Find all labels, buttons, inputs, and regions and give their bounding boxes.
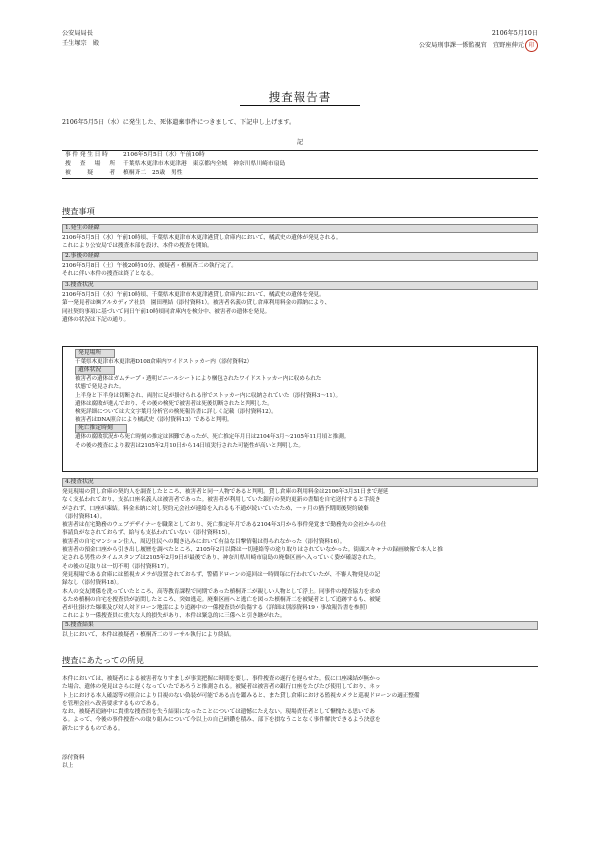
report-title: 捜査報告書 [268, 90, 332, 104]
section-aftermath [62, 252, 538, 279]
text-line: 被害者の自宅マンション住人、周辺住民への聞き込みにおいて有益な目撃情報は得られなかった（添付資料16）。 [62, 538, 346, 545]
text-line: 状態で発見された。 [75, 384, 125, 391]
title-underline [240, 105, 360, 106]
text-line: 2106年5月5日（水）午前10時頃、千葉県木更津市木更津港貸し倉庫内において、橘武史の遺体を発見。 [62, 292, 325, 298]
text-line: これにより公安局では捜査本部を設け、本件の捜査を開始。 [62, 243, 213, 250]
section-heading-findings: 捜査にあたっての所見 [62, 655, 144, 665]
subsection-label: 2.事後の経緯 [62, 252, 538, 261]
attachments-label: 添付資料 [62, 755, 85, 761]
text-line: ト上における本人確認等の照合により目視のない偽装が可能である点を鑑みると、また貸し倉庫における監視カメラと巡視ドローンの適正整備 [62, 692, 420, 699]
text-line: なく支払われており、支払口座名義人は被害者であった。被害者が利用していた銀行の契約更新の書類を自宅送付すると手続き [62, 497, 381, 504]
facts-row-location [62, 160, 538, 169]
sender-name: 公安局刑事課一係監視官 宜野座伸元 [418, 42, 524, 49]
addressee-title: 公安局局長 [62, 30, 93, 37]
addressee [62, 29, 99, 49]
text-line: 遺体の腐敗状況から死亡時刻の推定は困難であったが、死亡推定年月日は2104年3月～2105年11月頃と推測。 [75, 434, 350, 441]
findings-text [62, 675, 538, 733]
text-line: 本人の交友関係を洗っていたところ、高等教育課程で同期であった槙桐斉二が親しい人物として浮上。同事件の捜査協力を求め [62, 588, 381, 595]
text-line: 者が仕掛けた爆薬及び対人対ドローン地雷により追跡中の一係捜査員が負傷する（詳細は別添資料19・事故報告書を参照） [62, 605, 371, 612]
text-line: 定される男性のタイムスタンプは2105年2月9日が最後であり、神奈川県川崎市扇島の廃棄区画へ入っていく姿が確認された。 [62, 555, 380, 562]
text-line: その後の捜査により殺害は2105年2月10日から14日頃実行された可能性が高いと判明した。 [75, 442, 304, 449]
text-line: これにより一係捜査員に重大な人的損失があり、本件は緊急的に三係へと引き継がれた。 [62, 613, 286, 620]
text-line: 2106年5月8日（土）午後20時10分、被疑者・槙桐斉二の執行完了。 [62, 263, 237, 269]
facts-label: 事件発生日時 [65, 152, 110, 158]
footer [62, 754, 538, 771]
facts-table [62, 150, 538, 179]
facts-value: 槙桐斉二 25歳 男性 [123, 170, 183, 176]
facts-row-suspect [62, 169, 538, 178]
text-line: 以上において、本件は被疑者・槙桐斉二のリーサル執行により終結。 [62, 632, 235, 638]
discovery-label: 発見場所 [75, 349, 115, 358]
text-line: 被害者は在宅勤務のウェブデザイナーを職業としており、死亡推定年月である2104年3月から事件発覚まで勤務先の会社からの仕 [62, 522, 387, 529]
discovery-text: 千葉県木更津市木更津港D108倉庫内ワイドストッカー内（添付資料2） [75, 359, 253, 365]
text-line: 発見現場の貸し倉庫の契約人を調査したところ、被害者と同一人物であると判明。貸し倉庫の利用料金は2106年3月31日まで遅延 [62, 489, 389, 495]
section-occurrence [62, 224, 538, 251]
end-mark: 以上 [62, 763, 74, 770]
text-line: 新たにするものである。 [62, 725, 124, 732]
text-line: 本件においては、被疑者による被害者なりすましが事実把握に時間を要し、事件捜査の遂行を遅らせた。仮に口座凍結が無かっ [62, 676, 381, 682]
text-line: （添付資料14）。 [62, 513, 106, 520]
section-heading-investigation: 捜査事項 [62, 206, 95, 216]
text-line: なお、被疑者追跡中に貴重な捜査員を失う結果になったことについては遺憾にたえない。現場責任者として慚愧たる思いであ [62, 709, 375, 716]
text-line: 第一発見者は㈱アルカディア社員 園田理結（添付資料1）。被害者名義の貸し倉庫利用料金の滞納により、 [62, 300, 331, 307]
text-line: 検死詳細については大文字葉月分析官の検死報告書に詳しく記載（添付資料12）。 [75, 409, 277, 416]
facts-label: 捜 査 場 所 [65, 161, 117, 167]
subsection-label: 4.捜査状況 [62, 478, 538, 487]
text-line: るため槙桐の自宅を捜査員が訪問したところ、突如逃走。廃棄区画へと逃亡を図った槙桐斉二を被疑者として追跡するも、被疑 [62, 596, 381, 603]
text-line: がされず、口座が凍結。料金未納に対し契約元会社が連絡を入れるも不通が続いていたため、一ヶ月の猶予期間後契約破棄 [62, 505, 369, 512]
section-divider [62, 666, 538, 667]
addressee-name: 壬生塚宗 殿 [62, 40, 100, 47]
facts-value: 千葉県木更津市木更津港 東京都内全域 神奈川県川崎市扇島 [123, 161, 286, 167]
text-line: その後の足取りは一切不明（添付資料17）。 [62, 563, 173, 570]
facts-label: 被 疑 者 [65, 170, 117, 176]
text-line: 遺体の状況は下記の通り。 [62, 316, 130, 323]
subsection-label: 1.発生の経緯 [62, 224, 538, 233]
seal-stamp-icon: 印 [525, 39, 538, 52]
text-line: 被害者はDNA照合により橘武史（添付資料13）であると判明。 [75, 417, 233, 424]
facts-row-datetime [62, 151, 538, 160]
subsection-label: 3.捜査状況 [62, 281, 538, 290]
time-of-death-label: 死亡推定時刻 [75, 424, 127, 433]
text-line: 被害者の遺体はガムテープ・透明ビニールシートにより梱包されたワイドストッカー内に収められた [75, 376, 322, 383]
section-result [62, 621, 538, 639]
text-line: る。よって、今後の事件捜査への取り組みについて今以上の自己研鑽を積み、部下を損なうことなく事件解決できるよう決意を [62, 717, 381, 724]
text-line: 録なし（添付資料18）。 [62, 580, 123, 587]
body-condition-label: 遺体状況 [75, 366, 115, 375]
text-line: 発見現場である倉庫には監視カメラが設置されておらず、警備ドローンの巡回は一時間毎に行われていたが、不審人物発見の記 [62, 571, 380, 578]
text-line: た場合、遺体の発見はさらに遅くなっていたであろうと推測される。被疑者は被害者の銀行口座をたびたび使用しており、ネッ [62, 684, 381, 691]
section-status [62, 281, 538, 324]
sender [419, 29, 538, 52]
text-line: 2106年5月5日（水）午前10時頃、千葉県木更津市木更津港貸し倉庫内において、橘武史の遺体が発見される。 [62, 235, 342, 241]
report-date: 2106年5月10日 [491, 30, 538, 37]
facts-value: 2106年5月5日（水）午前10時 [123, 152, 205, 158]
evidence-box [62, 346, 538, 472]
intro-text: 2106年5月5日（水）に発生した、死体遺棄事件につきまして、下記申し上げます。 [62, 119, 296, 126]
text-line: を管理会社へ改善要求するものである。 [62, 700, 163, 707]
subsection-label: 5.捜査結果 [62, 621, 538, 630]
section-divider [62, 217, 538, 218]
ki-mark: 記 [296, 139, 304, 146]
sender-name-line [419, 39, 538, 52]
text-line: 事請負がなされておらず、給与も支払われていない（添付資料15）。 [62, 530, 234, 537]
text-line: 上半身と下半身は切断され、両肘に足が掛けられる形でストッカー内に収納されていた（添付資料3～11）。 [75, 392, 341, 399]
text-line: それに伴い本件の捜査は終了となる。 [62, 271, 157, 278]
section-investigation [62, 478, 538, 621]
text-line: 被害者の預金口座から引き出し履歴を調べたところ、2105年2月以降は一切連絡等の途り取りはされていなかった。街頭スキャナの録画映像で本人と推 [62, 547, 443, 554]
text-line: 遺体は腐敗が進んでおり、その後の検死で被害者は死後切断されたと判明した。 [75, 400, 273, 407]
text-line: 同社契約事項に基づいて同日午前10時頃同倉庫内を検分中、被害者の遺体を発見。 [62, 308, 271, 315]
